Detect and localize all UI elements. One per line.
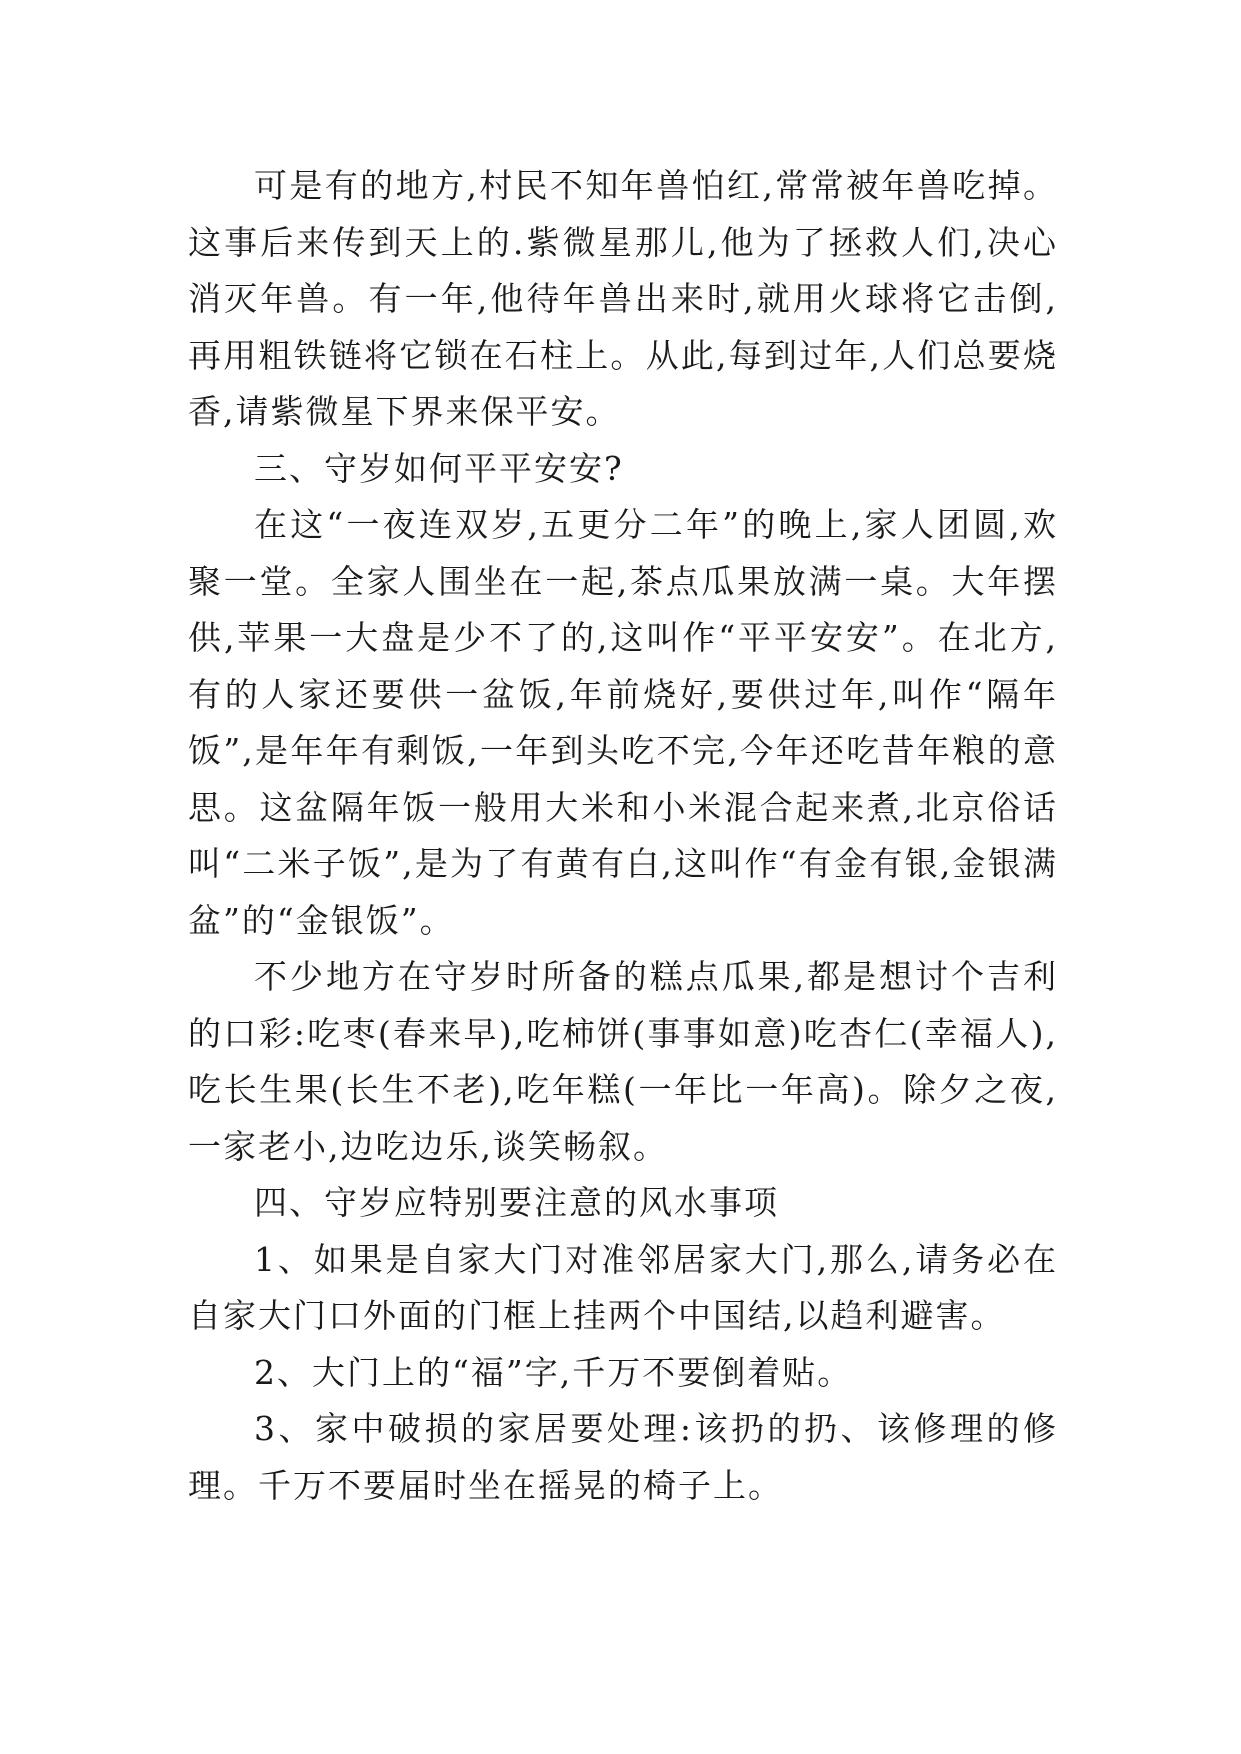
list-item-2: 2、大门上的“福”字,千万不要倒着贴。 [254, 1352, 853, 1392]
section-heading-4: 四、守岁应特别要注意的风水事项 [254, 1183, 779, 1222]
paragraph-ziweixing-legend: 可是有的地方,村民不知年兽怕红,常常被年兽吃掉。这事后来传到天上的.紫微星那儿,他为了拯救人们,决心消灭年兽。有一年,他待年兽出来时,就用火球将它击倒,再用粗铁链将它锁在石柱上。从此,每到过年,人们总要烧香,请紫微星下界来保平安。 [188, 166, 1058, 431]
section-heading-3: 三、守岁如何平平安安? [254, 448, 624, 488]
paragraph-new-year-eve-dinner: 在这“一夜连双岁,五更分二年”的晚上,家人团圆,欢聚一堂。全家人围坐在一起,茶点瓜果放满一桌。大年摆供,苹果一大盘是少不了的,这叫作“平平安安”。在北方,有的人家还要供一盆饭,年前烧好,要供过年,叫作“隔年饭”,是年年有剩饭,一年到头吃不完,今年还吃昔年粮的意思。这盆隔年饭一般用大米和小米混合起来煮,北京俗话叫“二米子饭”,是为了有黄有白,这叫作“有金有银,金银满盆”的“金银饭”。 [188, 505, 1058, 940]
paragraph-lucky-snacks: 不少地方在守岁时所备的糕点瓜果,都是想讨个吉利的口彩:吃枣(春来早),吃柿饼(事事如意)吃杏仁(幸福人),吃长生果(长生不老),吃年糕(一年比一年高)。除夕之夜,一家老小,边吃边乐,谈笑畅叙。 [188, 957, 1058, 1166]
list-item-3: 3、家中破损的家居要处理:该扔的扔、该修理的修理。千万不要届时坐在摇晃的椅子上。 [188, 1409, 1058, 1505]
document-body [188, 158, 1058, 1514]
list-item-1: 1、如果是自家大门对准邻居家大门,那么,请务必在自家大门口外面的门框上挂两个中国结,以趋利避害。 [188, 1239, 1058, 1335]
